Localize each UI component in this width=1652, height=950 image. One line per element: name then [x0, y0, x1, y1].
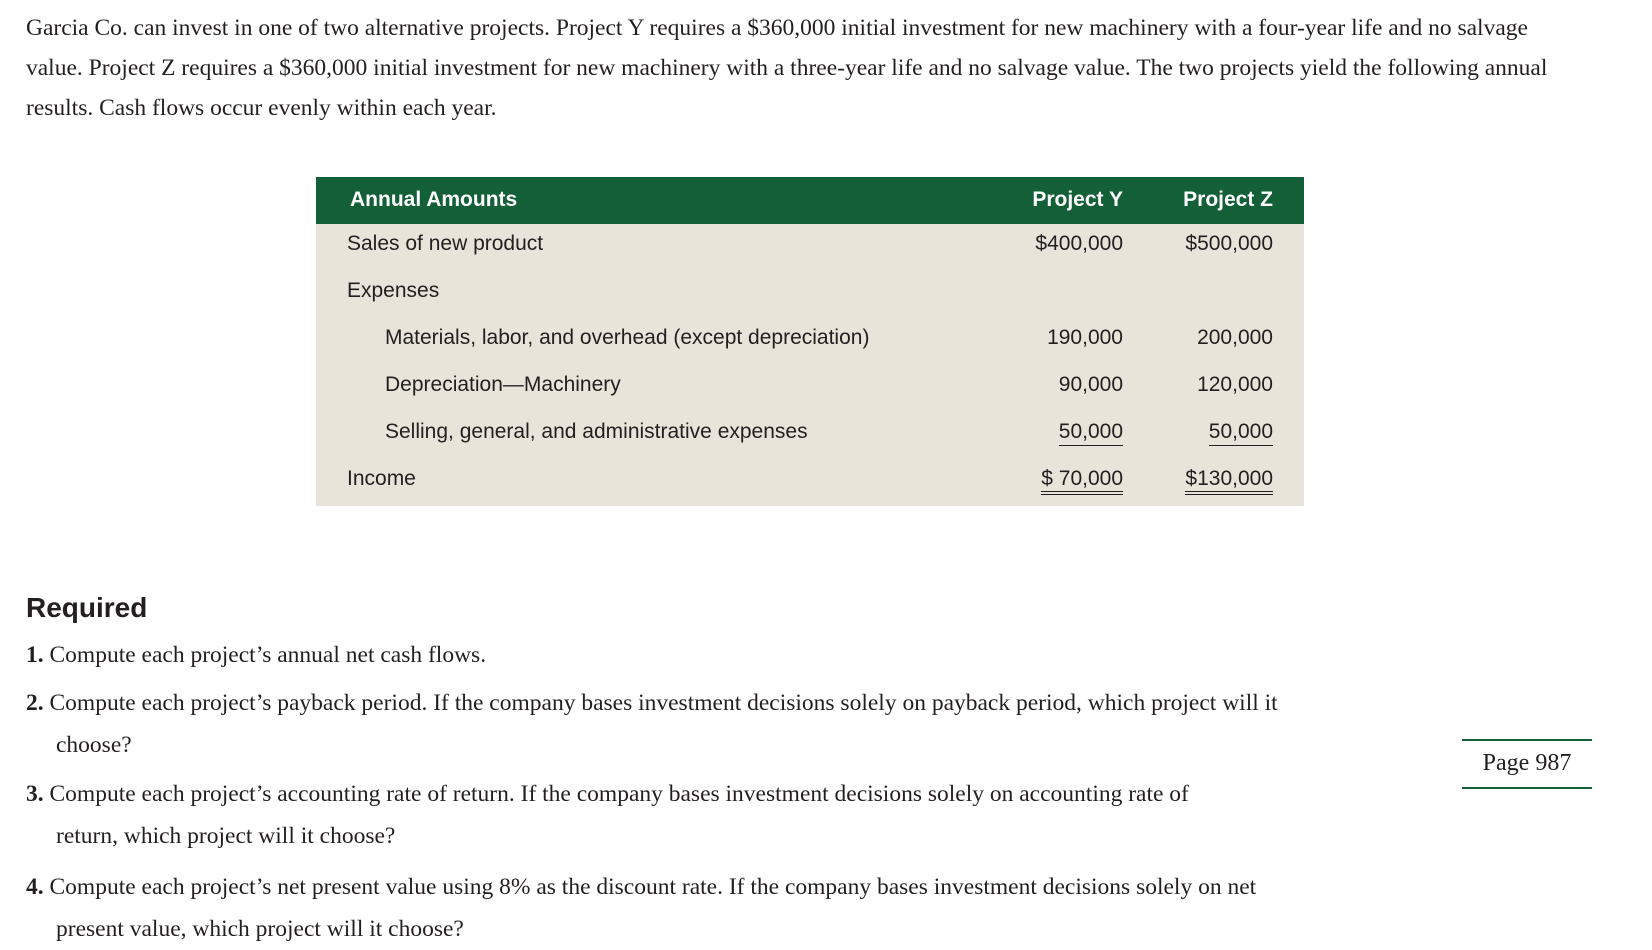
table-row	[316, 224, 1304, 271]
header-label: Annual Amounts	[350, 188, 518, 211]
value-project-y: 190,000	[1047, 326, 1123, 349]
required-item-3	[26, 773, 1446, 857]
required-item-2	[26, 682, 1586, 766]
item-text: Compute each project’s accounting rate of return. If the company bases investment decisions solely on accounting rate of	[49, 781, 1189, 807]
table-row	[316, 412, 1304, 459]
item-text: Compute each project’s payback period. If the company bases investment decisions solely on payback period, which project will it	[49, 690, 1278, 716]
row-label: Sales of new product	[347, 232, 544, 255]
item-text-continued: choose?	[56, 732, 132, 758]
value-project-z: 200,000	[1197, 326, 1273, 349]
item-number: 1.	[26, 642, 44, 668]
value-project-z: $130,000	[1185, 467, 1273, 495]
value-project-z: $500,000	[1185, 232, 1273, 255]
required-heading: Required	[26, 592, 148, 623]
value-project-z: 50,000	[1209, 420, 1273, 446]
value-project-y: $400,000	[1035, 232, 1123, 255]
required-item-4	[26, 866, 1586, 950]
table-row	[316, 271, 1304, 318]
item-number: 4.	[26, 874, 44, 900]
table-row	[316, 318, 1304, 365]
table-row	[316, 459, 1304, 506]
row-label: Income	[347, 467, 416, 490]
item-text: Compute each project’s annual net cash flows.	[49, 642, 487, 668]
annual-amounts-table	[316, 177, 1304, 506]
table-header	[316, 177, 1304, 224]
page-number-marker: Page 987	[1462, 739, 1592, 789]
table-row	[316, 365, 1304, 412]
item-text: Compute each project’s net present value using 8% as the discount rate. If the company bases investment decisions solely on net	[49, 874, 1257, 900]
row-label: Materials, labor, and overhead (except depreciation)	[385, 326, 870, 349]
item-number: 2.	[26, 690, 44, 716]
row-label: Expenses	[347, 279, 440, 302]
item-text-continued: return, which project will it choose?	[56, 823, 396, 849]
row-label: Depreciation—Machinery	[385, 373, 621, 396]
header-project-y: Project Y	[1032, 188, 1123, 211]
value-project-y: $ 70,000	[1041, 467, 1123, 495]
item-text-continued: present value, which project will it choose?	[56, 916, 464, 942]
item-number: 3.	[26, 781, 44, 807]
value-project-y: 90,000	[1058, 373, 1123, 396]
required-item-1	[26, 634, 1586, 676]
row-label: Selling, general, and administrative expenses	[385, 420, 808, 443]
header-project-z: Project Z	[1183, 188, 1273, 211]
value-project-z: 120,000	[1197, 373, 1273, 396]
value-project-y: 50,000	[1059, 420, 1123, 446]
intro-paragraph: Garcia Co. can invest in one of two alternative projects. Project Y requires a $360,000 initial investment for new machinery with a four-year life and no salvage value. Project Z requires a $360,000 initial investment for new machinery with a three-year life and no salvage value. The two projects yield the following annual results. Cash flows occur evenly within each year.	[26, 15, 1548, 121]
